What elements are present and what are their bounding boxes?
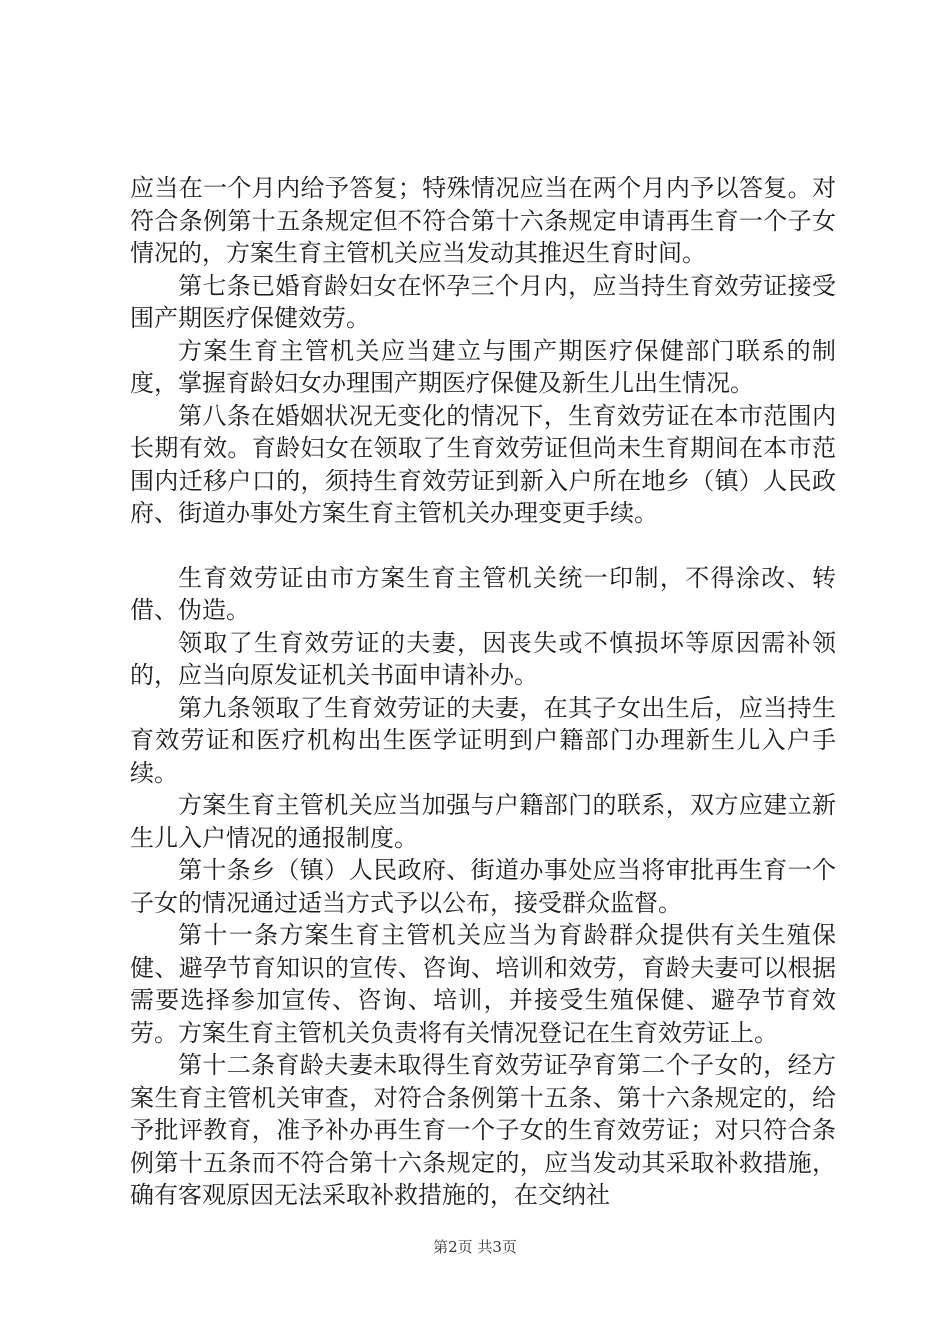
paragraph-article-9: 第九条领取了生育效劳证的夫妻，在其子女出生后，应当持生育效劳证和医疗机构出生医学证明到户籍部门办理新生儿入户手续。 xyxy=(130,693,836,787)
paragraph-certificate-printing: 生育效劳证由市方案生育主管机关统一印制，不得涂改、转借、伪造。 xyxy=(130,563,836,624)
paragraph-certificate-replacement: 领取了生育效劳证的夫妻，因丧失或不慎损坏等原因需补领的，应当向原发证机关书面申请补办。 xyxy=(130,628,836,689)
paragraph-article-8: 第八条在婚姻状况无变化的情况下，生育效劳证在本市范围内长期有效。育龄妇女在领取了生育效劳证但尚未生育期间在本市范围内迁移户口的，须持生育效劳证到新入户所在地乡（镇）人民政府、街道办事处方案生育主管机关办理变更手续。 xyxy=(130,401,836,527)
paragraph-article-12: 第十二条育龄夫妻未取得生育效劳证孕育第二个子女的，经方案生育主管机关审查，对符合条例第十五条、第十六条规定的，给予批评教育，准予补办再生育一个子女的生育效劳证；对只符合条例第十五条而不符合第十六条规定的，应当发动其采取补救措施，确有客观原因无法采取补救措施的，在交纳社 xyxy=(130,1051,836,1209)
paragraph-article-10: 第十条乡（镇）人民政府、街道办事处应当将审批再生育一个子女的情况通过适当方式予以公布，接受群众监督。 xyxy=(130,856,836,917)
paragraph-perinatal-contact: 方案生育主管机关应当建立与围产期医疗保健部门联系的制度，掌握育龄妇女办理围产期医疗保健及新生儿出生情况。 xyxy=(130,336,836,397)
paragraph-household-registration: 方案生育主管机关应当加强与户籍部门的联系，双方应建立新生儿入户情况的通报制度。 xyxy=(130,791,836,852)
paragraph-article-11: 第十一条方案生育主管机关应当为育龄群众提供有关生殖保健、避孕节育知识的宣传、咨询、培训和效劳，育龄夫妻可以根据需要选择参加宣传、咨询、培训，并接受生殖保健、避孕节育效劳。方案生育主管机关负责将有关情况登记在生育效劳证上。 xyxy=(130,921,836,1047)
page-number-footer: 第2页 共3页 xyxy=(433,1238,517,1256)
paragraph-continuation: 应当在一个月内给予答复；特殊情况应当在两个月内予以答复。对符合条例第十五条规定但不符合第十六条规定申请再生育一个子女情况的，方案生育主管机关应当发动其推迟生育时间。 xyxy=(130,174,836,267)
paragraph-article-7: 第七条已婚育龄妇女在怀孕三个月内，应当持生育效劳证接受围产期医疗保健效劳。 xyxy=(130,271,836,332)
document-body xyxy=(130,172,836,1212)
